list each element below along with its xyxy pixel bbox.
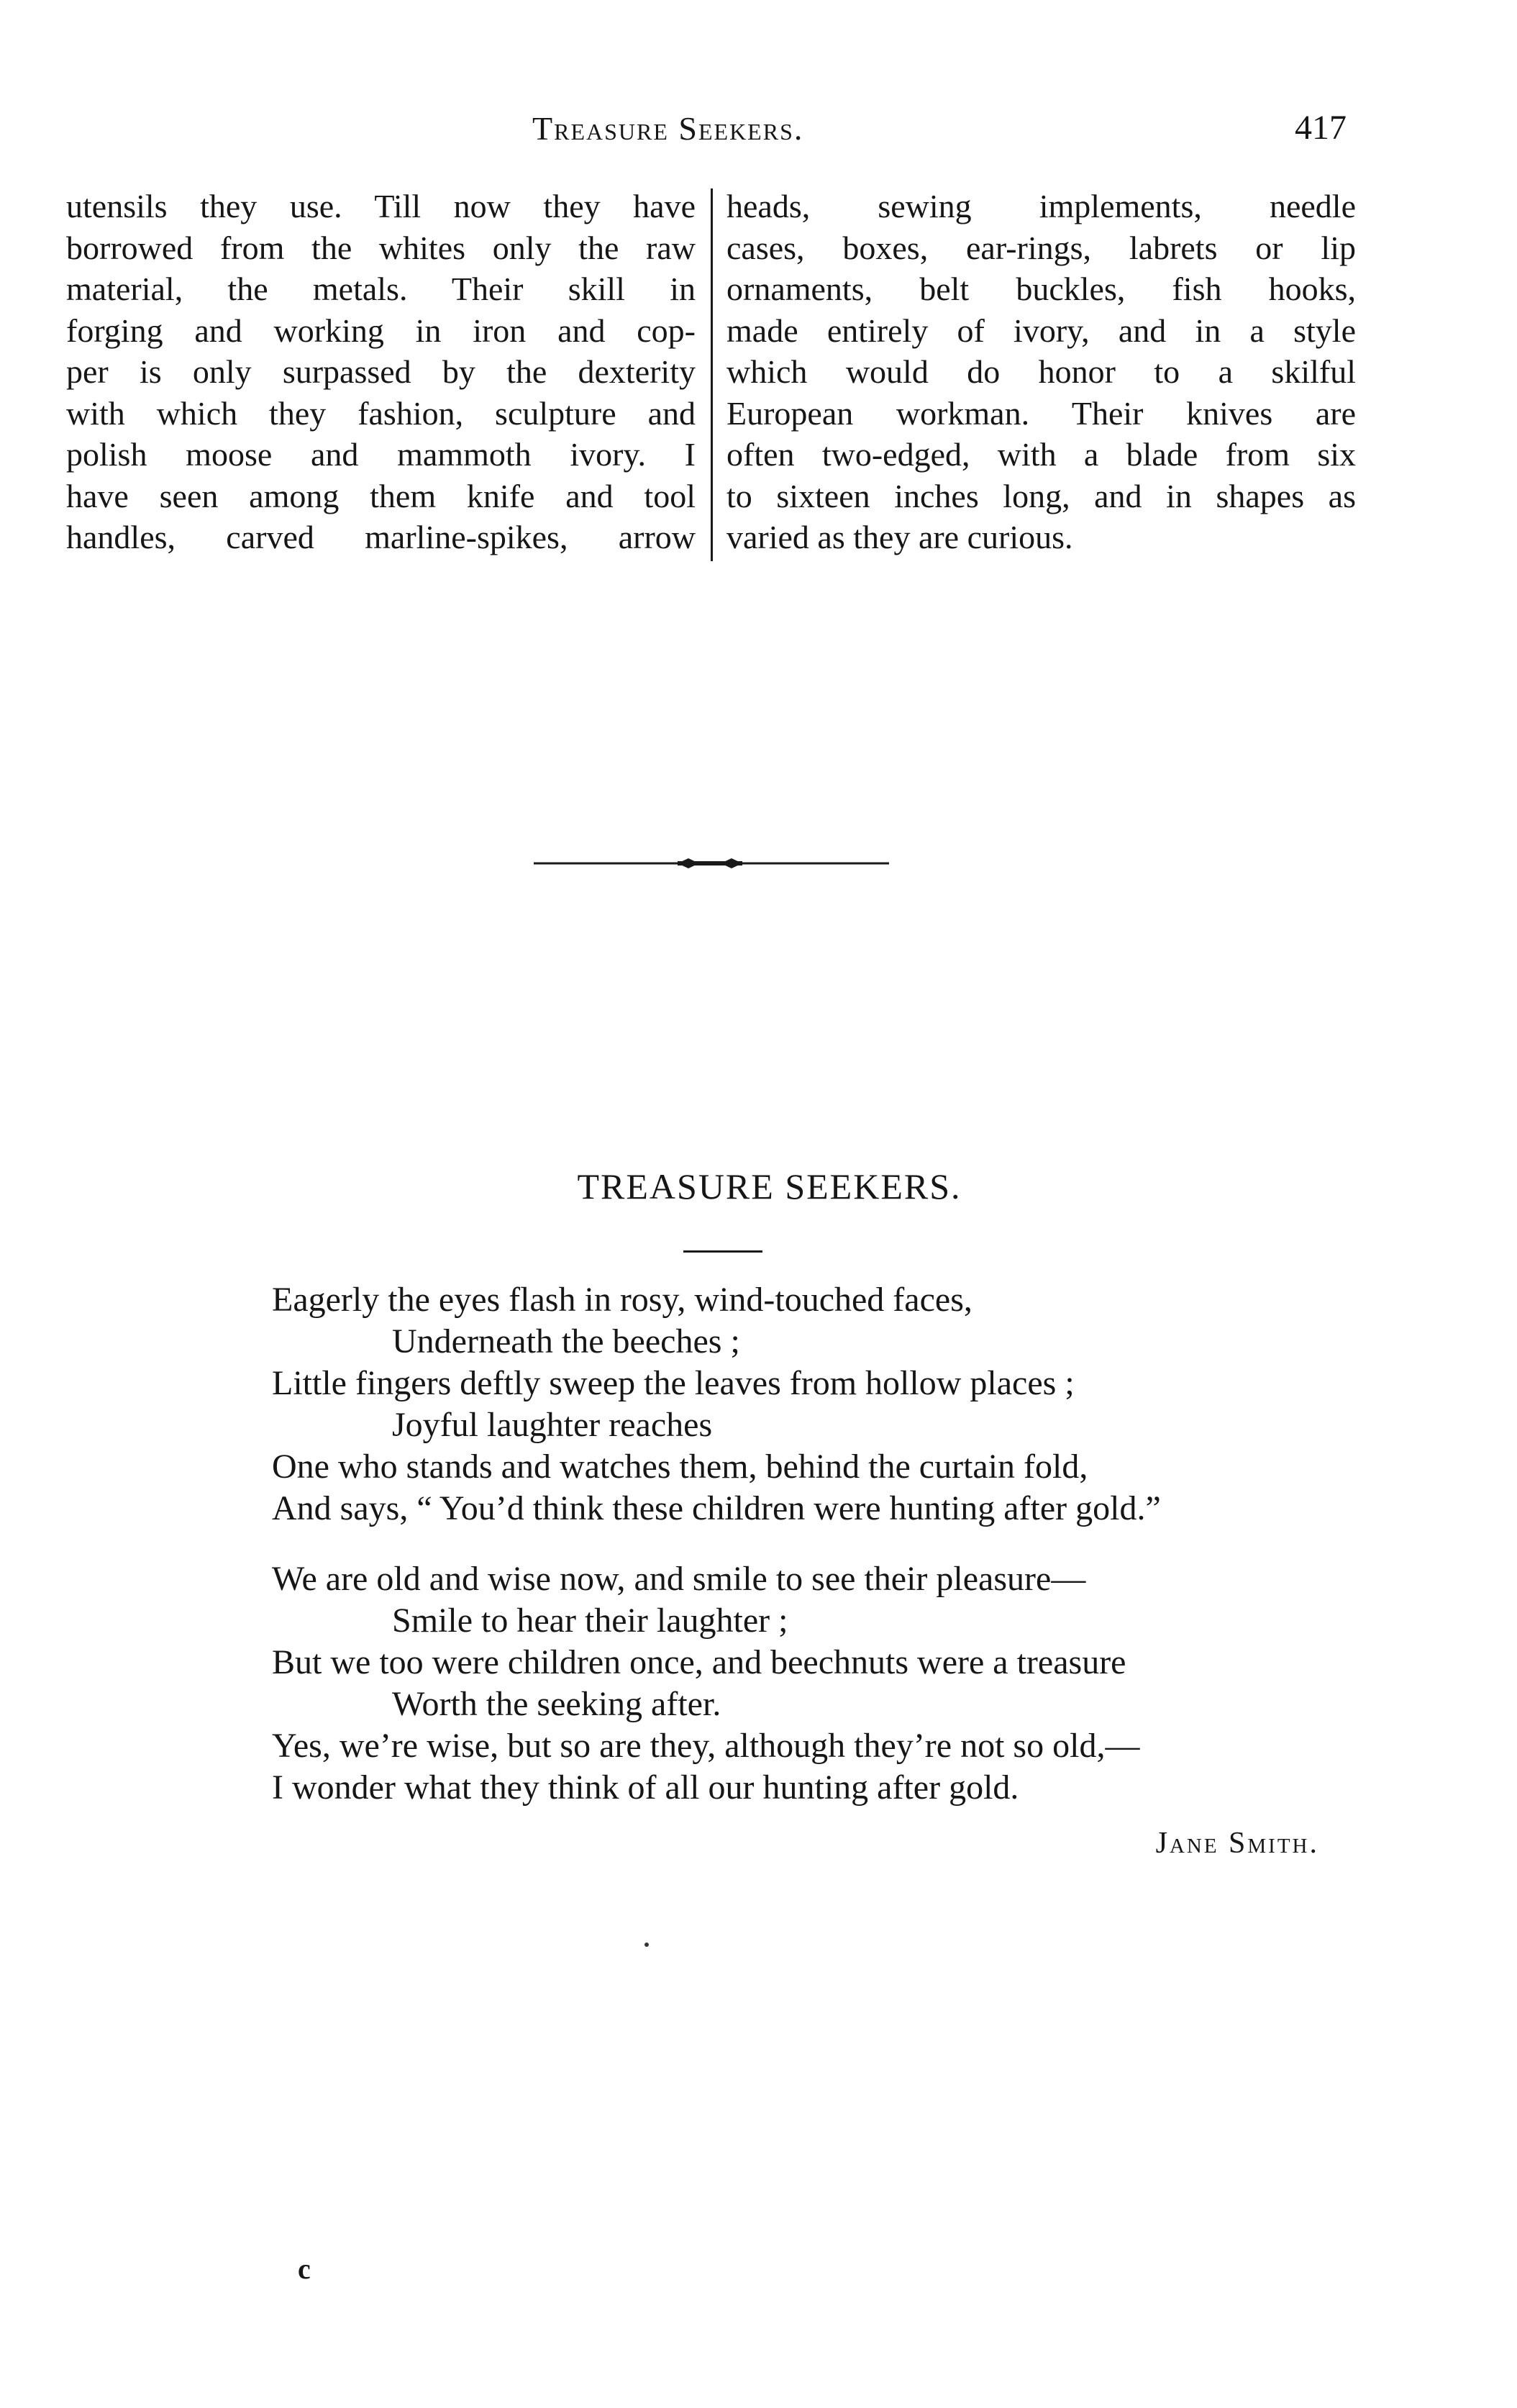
left-column [66, 186, 696, 558]
verse-line: We are old and wise now, and smile to see their pleasure— [272, 1560, 1086, 1598]
verse-line: I wonder what they think of all our hunting after gold. [272, 1768, 1019, 1807]
text-line: handles, carved marline-spikes, arrow [66, 519, 696, 555]
running-title: Treasure Seekers. [532, 110, 804, 147]
poem-author: Jane Smith. [1155, 1827, 1319, 1860]
text-line: borrowed from the whites only the raw [66, 229, 696, 266]
page-number: 417 [1295, 109, 1347, 147]
signature-mark: c [298, 2253, 311, 2285]
text-line: material, the metals. Their skill in [66, 271, 696, 307]
text-line: cases, boxes, ear-rings, labrets or lip [726, 229, 1356, 266]
text-line: utensils they use. Till now they have [66, 188, 696, 224]
verse-line: Underneath the beeches ; [392, 1322, 740, 1360]
verse-line: But we too were children once, and beechnuts were a treasure [272, 1643, 1126, 1681]
text-line: to sixteen inches long, and in shapes as [726, 477, 1356, 514]
running-head [532, 109, 803, 147]
text-line: forging and working in iron and cop- [66, 312, 696, 349]
verse-line: Yes, we’re wise, but so are they, although they’re not so old,— [272, 1727, 1140, 1765]
verse-line: Worth the seeking after. [392, 1685, 721, 1723]
title-rule [683, 1250, 762, 1253]
text-line: per is only surpassed by the dexterity [66, 353, 696, 390]
text-line: have seen among them knife and tool [66, 477, 696, 514]
verse-line: Eagerly the eyes flash in rosy, wind-touched faces, [272, 1281, 972, 1319]
text-line: with which they fashion, sculpture and [66, 394, 696, 432]
verse-line: Joyful laughter reaches [392, 1406, 713, 1444]
text-line: polish moose and mammoth ivory. I [66, 436, 696, 473]
text-line: made entirely of ivory, and in a style [726, 312, 1356, 349]
print-speck [644, 1943, 649, 1947]
verse-line: One who stands and watches them, behind the curtain fold, [272, 1448, 1088, 1486]
verse-line: Little fingers deftly sweep the leaves from hollow places ; [272, 1364, 1075, 1402]
column-divider [711, 188, 713, 561]
stanza-break [272, 1530, 1161, 1558]
text-line: often two-edged, with a blade from six [726, 436, 1356, 473]
ornamental-divider [534, 855, 889, 872]
poem-title: TREASURE SEEKERS. [577, 1166, 962, 1207]
text-line: European workman. Their knives are [726, 394, 1356, 432]
text-line: varied as they are curious. [726, 519, 1073, 555]
text-line: ornaments, belt buckles, fish hooks, [726, 271, 1356, 307]
text-line: which would do honor to a skilful [726, 353, 1356, 390]
text-line: heads, sewing implements, needle [726, 188, 1356, 224]
right-column [726, 186, 1356, 558]
verse-line: Smile to hear their laughter ; [392, 1601, 788, 1640]
verse-line: And says, “ You’d think these children were hunting after gold.” [272, 1489, 1161, 1527]
poem [272, 1279, 1161, 1809]
